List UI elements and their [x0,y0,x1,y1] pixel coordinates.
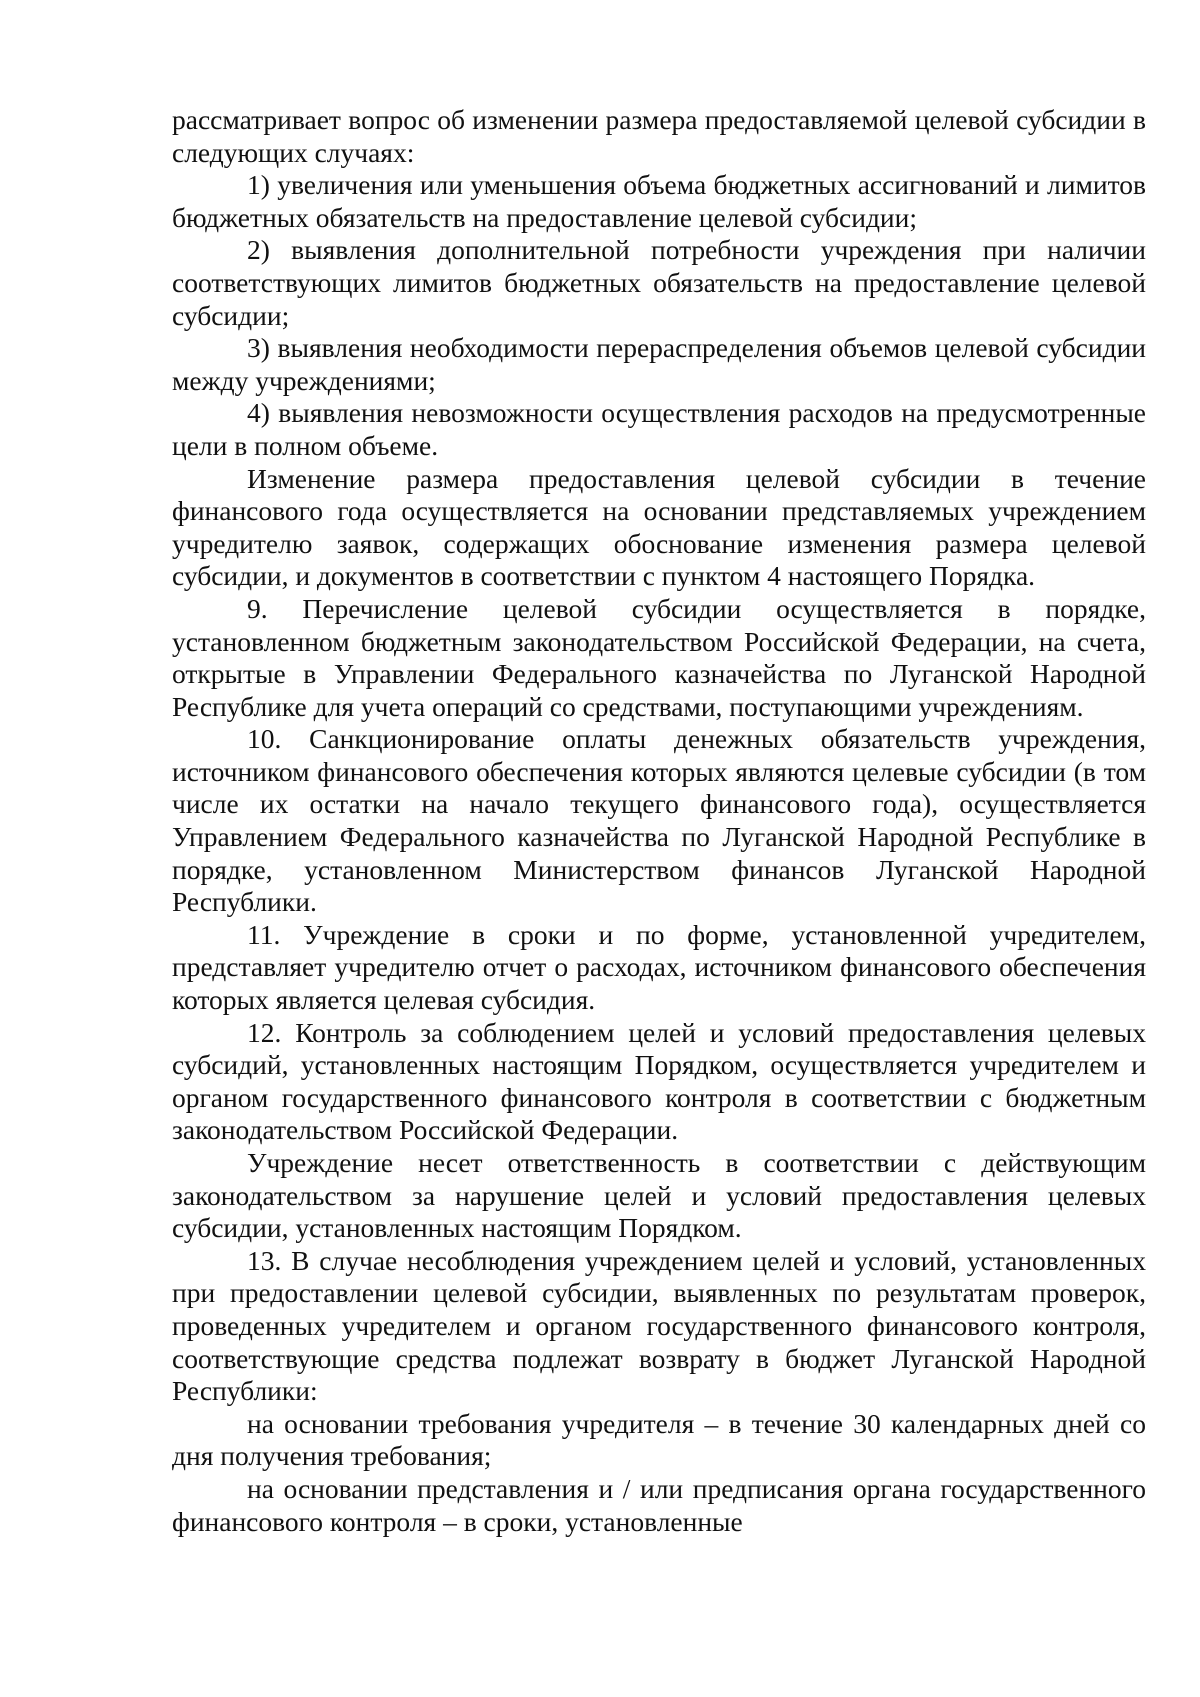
paragraph-return-by-order: на основании представления и / или предписания органа государственного финансового контроля – в сроки, установленные [172,1472,1146,1537]
paragraph-case-3: 3) выявления необходимости перераспределения объемов целевой субсидии между учреждениями; [172,332,1146,396]
paragraph-size-change: Изменение размера предоставления целевой субсидии в течение финансового года осуществляется на основании представляемых учреждением учредителю заявок, содержащих обоснование изменения размера целевой субсидии, и документов в соответствии с пунктом 4 настоящего Порядка. [172,462,1146,592]
paragraph-return-by-request: на основании требования учредителя – в течение 30 календарных дней со дня получения требования; [172,1407,1146,1472]
document-page [172,104,1146,1538]
paragraph-case-4: 4) выявления невозможности осуществления расходов на предусмотренные цели в полном объеме. [172,397,1146,461]
paragraph-item-11: 11. Учреждение в сроки и по форме, установленной учредителем, представляет учредителю отчет о расходах, источником финансового обеспечения которых является целевая субсидия. [172,918,1146,1016]
paragraph-case-2: 2) выявления дополнительной потребности учреждения при наличии соответствующих лимитов бюджетных обязательств на предоставление целевой субсидии; [172,234,1146,331]
paragraph-item-12: 12. Контроль за соблюдением целей и условий предоставления целевых субсидий, установленных настоящим Порядком, осуществляется учредителем и органом государственного финансового контроля в соответствии с бюджетным законодательством Российской Федерации. [172,1016,1146,1146]
paragraph-responsibility: Учреждение несет ответственность в соответствии с действующим законодательством за нарушение целей и условий предоставления целевых субсидии, установленных настоящим Порядком. [172,1147,1146,1244]
paragraph-subsidy-cases-intro: рассматривает вопрос об изменении размера предоставляемой целевой субсидии в следующих случаях: [172,104,1146,168]
paragraph-case-1: 1) увеличения или уменьшения объема бюджетных ассигнований и лимитов бюджетных обязательств на предоставление целевой субсидии; [172,169,1146,233]
paragraph-item-10: 10. Санкционирование оплаты денежных обязательств учреждения, источником финансового обеспечения которых являются целевые субсидии (в том числе их остатки на начало текущего финансового года), осуществляется Управлением Федерального казначейства по Луганской Народной Республике в порядке, установленном Министерством финансов Луганской Народной Республики. [172,723,1146,918]
paragraph-item-9: 9. Перечисление целевой субсидии осуществляется в порядке, установленном бюджетным законодательством Российской Федерации, на счета, открытые в Управлении Федерального казначейства по Луганской Народной Республике для учета операций со средствами, поступающими учреждениям. [172,592,1146,722]
paragraph-item-13: 13. В случае несоблюдения учреждением целей и условий, установленных при предоставлении целевой субсидии, выявленных по результатам проверок, проведенных учредителем и органом государственного финансового контроля, соответствующие средства подлежат возврату в бюджет Луганской Народной Республики: [172,1244,1146,1407]
